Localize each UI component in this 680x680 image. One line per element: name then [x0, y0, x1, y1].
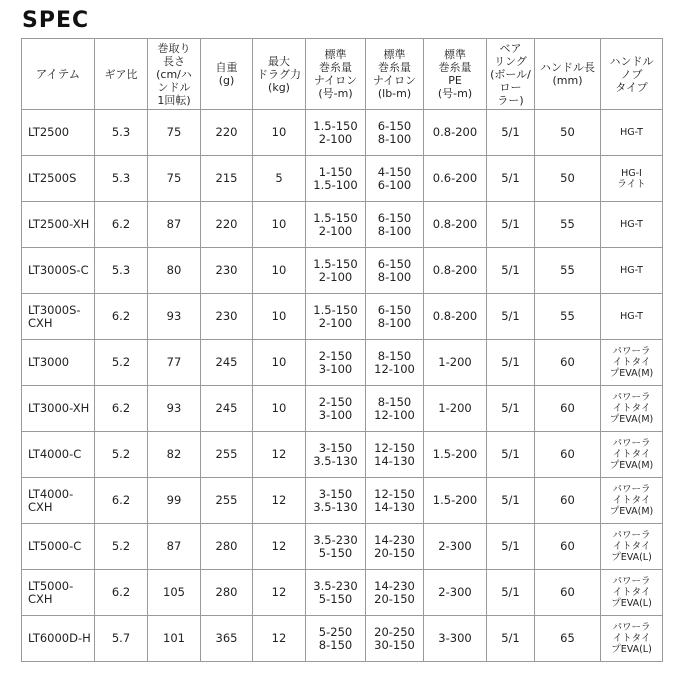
- spec-table: [21, 38, 663, 662]
- cell-pe: 0.8-200: [424, 248, 487, 294]
- cell-handle-length: 55: [535, 202, 601, 248]
- table-row: [22, 340, 663, 386]
- cell-nylon-lb: 6-150 8-100: [366, 248, 424, 294]
- cell-item: LT5000-C: [22, 524, 95, 570]
- cell-nylon-go: 2-150 3-100: [306, 386, 366, 432]
- cell-bearings: 5/1: [487, 432, 535, 478]
- cell-handle-length: 65: [535, 616, 601, 662]
- cell-nylon-go: 3.5-230 5-150: [306, 570, 366, 616]
- cell-bearings: 5/1: [487, 386, 535, 432]
- cell-handle-length: 55: [535, 294, 601, 340]
- cell-weight: 220: [201, 202, 253, 248]
- cell-gear-ratio: 6.2: [95, 570, 148, 616]
- cell-bearings: 5/1: [487, 524, 535, 570]
- cell-knob-type: パワーラ イトタイ プEVA(L): [601, 616, 663, 662]
- cell-retrieve-length: 75: [148, 110, 201, 156]
- cell-nylon-go: 3-150 3.5-130: [306, 432, 366, 478]
- cell-knob-type: パワーラ イトタイ プEVA(M): [601, 386, 663, 432]
- cell-pe: 0.8-200: [424, 110, 487, 156]
- header-gear-ratio: ギア比: [95, 39, 148, 110]
- table-row: [22, 202, 663, 248]
- cell-item: LT2500S: [22, 156, 95, 202]
- cell-knob-type: パワーラ イトタイ プEVA(M): [601, 432, 663, 478]
- table-row: [22, 432, 663, 478]
- cell-retrieve-length: 101: [148, 616, 201, 662]
- cell-bearings: 5/1: [487, 340, 535, 386]
- cell-handle-length: 50: [535, 110, 601, 156]
- cell-item: LT6000D-H: [22, 616, 95, 662]
- cell-pe: 1-200: [424, 340, 487, 386]
- cell-pe: 0.8-200: [424, 202, 487, 248]
- cell-handle-length: 55: [535, 248, 601, 294]
- header-pe: 標準 巻糸量 PE (号-m): [424, 39, 487, 110]
- cell-nylon-go: 1.5-150 2-100: [306, 248, 366, 294]
- cell-gear-ratio: 5.2: [95, 432, 148, 478]
- cell-gear-ratio: 5.2: [95, 340, 148, 386]
- cell-knob-type: パワーラ イトタイ プEVA(L): [601, 524, 663, 570]
- cell-gear-ratio: 5.3: [95, 110, 148, 156]
- table-row: [22, 248, 663, 294]
- cell-max-drag: 10: [253, 110, 306, 156]
- cell-weight: 255: [201, 432, 253, 478]
- header-nylon-go: 標準 巻糸量 ナイロン (号-m): [306, 39, 366, 110]
- table-row: [22, 110, 663, 156]
- table-row: [22, 524, 663, 570]
- cell-max-drag: 12: [253, 616, 306, 662]
- cell-knob-type: HG-T: [601, 202, 663, 248]
- cell-pe: 0.6-200: [424, 156, 487, 202]
- cell-bearings: 5/1: [487, 110, 535, 156]
- cell-gear-ratio: 5.2: [95, 524, 148, 570]
- cell-weight: 220: [201, 110, 253, 156]
- cell-pe: 0.8-200: [424, 294, 487, 340]
- cell-weight: 245: [201, 386, 253, 432]
- header-retrieve-length: 巻取り 長さ (cm/ハ ンドル 1回転): [148, 39, 201, 110]
- cell-retrieve-length: 77: [148, 340, 201, 386]
- table-row: [22, 478, 663, 524]
- cell-item: LT2500-XH: [22, 202, 95, 248]
- cell-item: LT5000- CXH: [22, 570, 95, 616]
- cell-pe: 1-200: [424, 386, 487, 432]
- cell-bearings: 5/1: [487, 202, 535, 248]
- cell-handle-length: 60: [535, 478, 601, 524]
- header-item: アイテム: [22, 39, 95, 110]
- cell-pe: 1.5-200: [424, 432, 487, 478]
- cell-nylon-lb: 20-250 30-150: [366, 616, 424, 662]
- cell-knob-type: パワーラ イトタイ プEVA(M): [601, 478, 663, 524]
- cell-nylon-go: 1.5-150 2-100: [306, 110, 366, 156]
- cell-nylon-lb: 6-150 8-100: [366, 202, 424, 248]
- cell-bearings: 5/1: [487, 294, 535, 340]
- cell-weight: 245: [201, 340, 253, 386]
- cell-handle-length: 60: [535, 570, 601, 616]
- cell-item: LT3000-XH: [22, 386, 95, 432]
- cell-pe: 3-300: [424, 616, 487, 662]
- cell-weight: 230: [201, 248, 253, 294]
- cell-nylon-lb: 14-230 20-150: [366, 524, 424, 570]
- header-handle-length: ハンドル長 (mm): [535, 39, 601, 110]
- cell-item: LT3000: [22, 340, 95, 386]
- cell-nylon-go: 3.5-230 5-150: [306, 524, 366, 570]
- cell-max-drag: 10: [253, 386, 306, 432]
- cell-item: LT4000-C: [22, 432, 95, 478]
- cell-gear-ratio: 6.2: [95, 478, 148, 524]
- cell-retrieve-length: 87: [148, 202, 201, 248]
- cell-knob-type: HG-T: [601, 248, 663, 294]
- cell-knob-type: HG-T: [601, 110, 663, 156]
- cell-pe: 2-300: [424, 524, 487, 570]
- table-row: [22, 156, 663, 202]
- cell-max-drag: 5: [253, 156, 306, 202]
- cell-nylon-go: 2-150 3-100: [306, 340, 366, 386]
- cell-max-drag: 10: [253, 294, 306, 340]
- cell-nylon-go: 5-250 8-150: [306, 616, 366, 662]
- cell-max-drag: 12: [253, 432, 306, 478]
- cell-knob-type: パワーラ イトタイ プEVA(L): [601, 570, 663, 616]
- cell-nylon-lb: 12-150 14-130: [366, 478, 424, 524]
- cell-retrieve-length: 93: [148, 294, 201, 340]
- header-weight: 自重 (g): [201, 39, 253, 110]
- header-row: [22, 39, 663, 110]
- cell-retrieve-length: 93: [148, 386, 201, 432]
- cell-max-drag: 10: [253, 340, 306, 386]
- cell-handle-length: 60: [535, 340, 601, 386]
- cell-nylon-lb: 6-150 8-100: [366, 110, 424, 156]
- cell-nylon-go: 3-150 3.5-130: [306, 478, 366, 524]
- cell-nylon-go: 1-150 1.5-100: [306, 156, 366, 202]
- cell-knob-type: パワーラ イトタイ プEVA(M): [601, 340, 663, 386]
- cell-max-drag: 10: [253, 248, 306, 294]
- cell-knob-type: HG-T: [601, 294, 663, 340]
- cell-retrieve-length: 75: [148, 156, 201, 202]
- cell-weight: 255: [201, 478, 253, 524]
- cell-nylon-lb: 8-150 12-100: [366, 340, 424, 386]
- cell-nylon-lb: 14-230 20-150: [366, 570, 424, 616]
- page-title: SPEC: [22, 8, 90, 33]
- cell-bearings: 5/1: [487, 616, 535, 662]
- cell-pe: 2-300: [424, 570, 487, 616]
- table-row: [22, 616, 663, 662]
- cell-gear-ratio: 6.2: [95, 386, 148, 432]
- cell-handle-length: 60: [535, 524, 601, 570]
- cell-item: LT4000- CXH: [22, 478, 95, 524]
- cell-retrieve-length: 105: [148, 570, 201, 616]
- cell-gear-ratio: 5.7: [95, 616, 148, 662]
- cell-retrieve-length: 82: [148, 432, 201, 478]
- cell-bearings: 5/1: [487, 156, 535, 202]
- cell-gear-ratio: 5.3: [95, 156, 148, 202]
- cell-nylon-go: 1.5-150 2-100: [306, 202, 366, 248]
- cell-max-drag: 10: [253, 202, 306, 248]
- cell-item: LT3000S- CXH: [22, 294, 95, 340]
- cell-knob-type: HG-I ライト: [601, 156, 663, 202]
- cell-max-drag: 12: [253, 478, 306, 524]
- table-row: [22, 386, 663, 432]
- cell-nylon-lb: 8-150 12-100: [366, 386, 424, 432]
- cell-weight: 280: [201, 524, 253, 570]
- cell-weight: 230: [201, 294, 253, 340]
- cell-bearings: 5/1: [487, 570, 535, 616]
- cell-gear-ratio: 6.2: [95, 294, 148, 340]
- cell-bearings: 5/1: [487, 478, 535, 524]
- header-knob-type: ハンドル ノブ タイプ: [601, 39, 663, 110]
- cell-retrieve-length: 99: [148, 478, 201, 524]
- cell-nylon-lb: 6-150 8-100: [366, 294, 424, 340]
- cell-retrieve-length: 80: [148, 248, 201, 294]
- cell-item: LT2500: [22, 110, 95, 156]
- cell-bearings: 5/1: [487, 248, 535, 294]
- cell-weight: 215: [201, 156, 253, 202]
- cell-max-drag: 12: [253, 570, 306, 616]
- table-row: [22, 294, 663, 340]
- header-bearings: ベア リング (ボール/ ロー ラー): [487, 39, 535, 110]
- cell-pe: 1.5-200: [424, 478, 487, 524]
- cell-gear-ratio: 6.2: [95, 202, 148, 248]
- cell-gear-ratio: 5.3: [95, 248, 148, 294]
- cell-nylon-lb: 12-150 14-130: [366, 432, 424, 478]
- cell-nylon-go: 1.5-150 2-100: [306, 294, 366, 340]
- table-row: [22, 570, 663, 616]
- header-nylon-lb: 標準 巻糸量 ナイロン (lb-m): [366, 39, 424, 110]
- header-max-drag: 最大 ドラグ力 (kg): [253, 39, 306, 110]
- cell-handle-length: 60: [535, 386, 601, 432]
- cell-handle-length: 60: [535, 432, 601, 478]
- cell-retrieve-length: 87: [148, 524, 201, 570]
- cell-item: LT3000S-C: [22, 248, 95, 294]
- cell-nylon-lb: 4-150 6-100: [366, 156, 424, 202]
- cell-weight: 280: [201, 570, 253, 616]
- cell-max-drag: 12: [253, 524, 306, 570]
- cell-weight: 365: [201, 616, 253, 662]
- cell-handle-length: 50: [535, 156, 601, 202]
